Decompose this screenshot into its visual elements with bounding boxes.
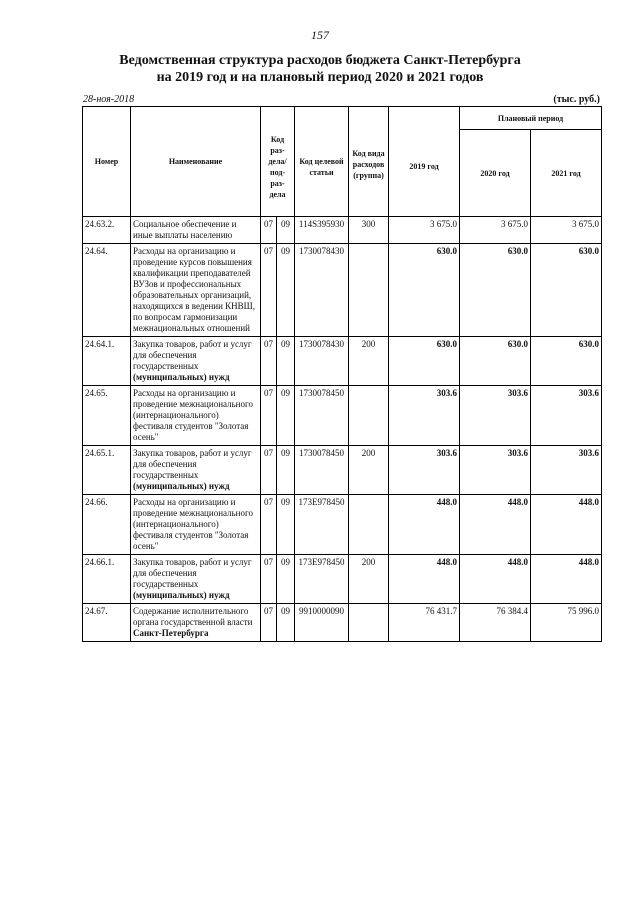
row-subsection: 09 bbox=[277, 555, 295, 604]
row-target-code: 173E978450 bbox=[295, 555, 349, 604]
row-subsection: 09 bbox=[277, 446, 295, 495]
header-2020: 2020 год bbox=[460, 130, 531, 217]
row-value-2021: 3 675.0 bbox=[531, 217, 602, 244]
row-name-text: Расходы на организацию и проведение межнационального (интернационального) фестиваля студентов "Золотая осень" bbox=[133, 497, 253, 551]
row-value-2021: 630.0 bbox=[531, 337, 602, 386]
row-target-code: 173E978450 bbox=[295, 495, 349, 555]
row-target-code: 1730078450 bbox=[295, 446, 349, 495]
table-row bbox=[83, 555, 602, 604]
row-value-2020: 448.0 bbox=[460, 555, 531, 604]
row-value-2020: 76 384.4 bbox=[460, 604, 531, 642]
row-value-2019: 448.0 bbox=[389, 495, 460, 555]
row-type-code bbox=[349, 495, 389, 555]
row-value-2019: 630.0 bbox=[389, 244, 460, 337]
table-row bbox=[83, 244, 602, 337]
row-name-text: Закупка товаров, работ и услуг для обеспечения государственных bbox=[133, 557, 252, 589]
row-value-2019: 448.0 bbox=[389, 555, 460, 604]
row-target-code: 114S395930 bbox=[295, 217, 349, 244]
row-number: 24.63.2. bbox=[83, 217, 131, 244]
row-name bbox=[131, 386, 261, 446]
expenditure-table bbox=[82, 106, 602, 642]
title-line-1: Ведомственная структура расходов бюджета Санкт-Петербурга bbox=[119, 53, 521, 68]
row-value-2021: 303.6 bbox=[531, 446, 602, 495]
row-name-text: Закупка товаров, работ и услуг для обеспечения государственных bbox=[133, 448, 252, 480]
row-value-2021: 630.0 bbox=[531, 244, 602, 337]
table-row bbox=[83, 337, 602, 386]
document-title bbox=[80, 52, 560, 86]
row-subsection: 09 bbox=[277, 337, 295, 386]
row-type-code bbox=[349, 244, 389, 337]
row-type-code: 200 bbox=[349, 446, 389, 495]
row-type-code: 200 bbox=[349, 337, 389, 386]
row-value-2020: 630.0 bbox=[460, 244, 531, 337]
row-name-bold-text: Санкт-Петербурга bbox=[133, 628, 209, 638]
table-row bbox=[83, 217, 602, 244]
row-name-text: Расходы на организацию и проведение межнационального (интернационального) фестиваля студентов "Золотая осень" bbox=[133, 388, 253, 442]
row-subsection: 09 bbox=[277, 495, 295, 555]
document-date: 28-ноя-2018 bbox=[83, 94, 135, 105]
row-name-text: Социальное обеспечение и иные выплаты населению bbox=[133, 219, 237, 240]
row-type-code bbox=[349, 386, 389, 446]
row-target-code: 1730078430 bbox=[295, 244, 349, 337]
row-name bbox=[131, 446, 261, 495]
row-target-code: 9910000090 bbox=[295, 604, 349, 642]
row-name-bold-text: (муниципальных) нужд bbox=[133, 590, 230, 600]
row-name-text: Расходы на организацию и проведение курсов повышения квалификации преподавателей ВУЗов и профессиональных образовательных организаций, находящихся в ведении КНВШ, по вопросам гармонизации межнациональных отношений bbox=[133, 246, 255, 333]
row-subsection: 09 bbox=[277, 244, 295, 337]
page-number: 157 bbox=[311, 28, 329, 42]
row-section: 07 bbox=[261, 244, 277, 337]
row-type-code: 300 bbox=[349, 217, 389, 244]
row-section: 07 bbox=[261, 495, 277, 555]
header-planned-period: Плановый период bbox=[460, 107, 602, 130]
row-type-code bbox=[349, 604, 389, 642]
table-row bbox=[83, 604, 602, 642]
row-name-bold-text: (муниципальных) нужд bbox=[133, 481, 230, 491]
row-number: 24.66. bbox=[83, 495, 131, 555]
row-section: 07 bbox=[261, 555, 277, 604]
row-value-2020: 630.0 bbox=[460, 337, 531, 386]
header-code-section: Код раз- дела/ под- раз- дела bbox=[261, 107, 295, 217]
row-section: 07 bbox=[261, 386, 277, 446]
row-subsection: 09 bbox=[277, 604, 295, 642]
row-section: 07 bbox=[261, 604, 277, 642]
row-type-code: 200 bbox=[349, 555, 389, 604]
row-name-bold-text: (муниципальных) нужд bbox=[133, 372, 230, 382]
row-value-2019: 303.6 bbox=[389, 446, 460, 495]
row-subsection: 09 bbox=[277, 217, 295, 244]
row-value-2019: 303.6 bbox=[389, 386, 460, 446]
row-name bbox=[131, 244, 261, 337]
header-code-target: Код целевой статьи bbox=[295, 107, 349, 217]
row-target-code: 1730078430 bbox=[295, 337, 349, 386]
row-section: 07 bbox=[261, 446, 277, 495]
row-number: 24.65.1. bbox=[83, 446, 131, 495]
row-name-text: Содержание исполнительного органа государственной власти bbox=[133, 606, 253, 627]
row-value-2020: 303.6 bbox=[460, 446, 531, 495]
header-number: Номер bbox=[83, 107, 131, 217]
table-row bbox=[83, 495, 602, 555]
row-number: 24.66.1. bbox=[83, 555, 131, 604]
table-row bbox=[83, 446, 602, 495]
row-number: 24.67. bbox=[83, 604, 131, 642]
row-name bbox=[131, 337, 261, 386]
row-number: 24.64.1. bbox=[83, 337, 131, 386]
row-name bbox=[131, 217, 261, 244]
row-value-2021: 75 996.0 bbox=[531, 604, 602, 642]
row-value-2019: 76 431.7 bbox=[389, 604, 460, 642]
row-value-2020: 303.6 bbox=[460, 386, 531, 446]
row-name-text: Закупка товаров, работ и услуг для обеспечения государственных bbox=[133, 339, 252, 371]
row-name bbox=[131, 555, 261, 604]
row-number: 24.64. bbox=[83, 244, 131, 337]
row-name bbox=[131, 495, 261, 555]
header-2021: 2021 год bbox=[531, 130, 602, 217]
row-value-2019: 630.0 bbox=[389, 337, 460, 386]
row-target-code: 1730078450 bbox=[295, 386, 349, 446]
header-code-type: Код вида расходов (группа) bbox=[349, 107, 389, 217]
row-value-2021: 448.0 bbox=[531, 495, 602, 555]
row-value-2020: 448.0 bbox=[460, 495, 531, 555]
row-value-2020: 3 675.0 bbox=[460, 217, 531, 244]
row-value-2021: 303.6 bbox=[531, 386, 602, 446]
header-2019: 2019 год bbox=[389, 107, 460, 217]
units-label: (тыс. руб.) bbox=[553, 94, 600, 105]
row-section: 07 bbox=[261, 217, 277, 244]
table-row bbox=[83, 386, 602, 446]
row-value-2019: 3 675.0 bbox=[389, 217, 460, 244]
row-subsection: 09 bbox=[277, 386, 295, 446]
row-section: 07 bbox=[261, 337, 277, 386]
title-line-2: на 2019 год и на плановый период 2020 и 2021 годов bbox=[156, 70, 484, 85]
header-name: Наименование bbox=[131, 107, 261, 217]
row-number: 24.65. bbox=[83, 386, 131, 446]
row-value-2021: 448.0 bbox=[531, 555, 602, 604]
row-name bbox=[131, 604, 261, 642]
